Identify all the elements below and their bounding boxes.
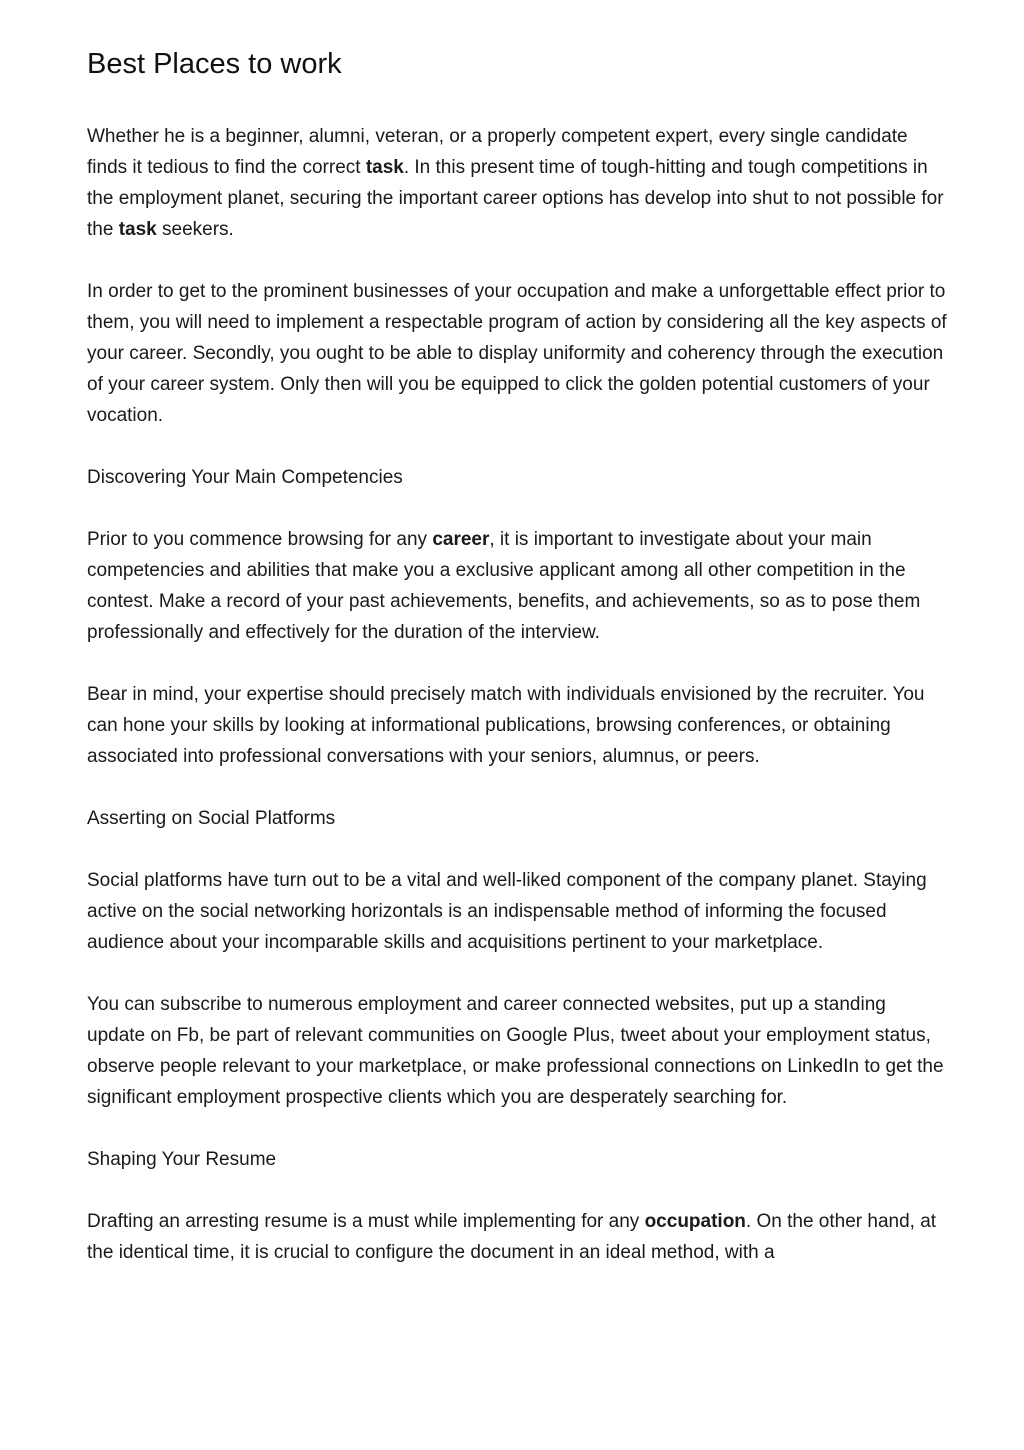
text-run: Social platforms have turn out to be a vital and well-liked component of the company planet. Staying active on the social networking horizontals is an indispensable method of informing the focused audience about your incomparable skills and acquisitions pertinent to your marketplace.	[87, 870, 927, 953]
paragraph	[87, 865, 947, 958]
text-run: . On the other hand, at the identical time, it is crucial to configure the document in an ideal method, with a	[87, 1211, 937, 1263]
bold-keyword: task	[118, 219, 157, 240]
document-body	[87, 121, 947, 1268]
bold-keyword: occupation	[644, 1211, 746, 1232]
section-heading	[87, 803, 947, 834]
paragraph	[87, 121, 947, 245]
text-run: Asserting on Social Platforms	[87, 808, 336, 829]
section-heading	[87, 462, 947, 493]
paragraph	[87, 989, 947, 1113]
bold-keyword: career	[432, 529, 490, 550]
text-run: Bear in mind, your expertise should precisely match with individuals envisioned by the recruiter. You can hone your skills by looking at informational publications, browsing conferences, or obtaining associated into professional conversations with your seniors, alumnus, or peers.	[87, 684, 925, 767]
text-run: Shaping Your Resume	[87, 1149, 277, 1170]
document-page	[87, 44, 947, 1299]
paragraph	[87, 1206, 947, 1268]
paragraph	[87, 679, 947, 772]
text-run: Discovering Your Main Competencies	[87, 467, 403, 488]
paragraph	[87, 524, 947, 648]
text-run: seekers.	[156, 219, 234, 240]
paragraph	[87, 276, 947, 431]
section-heading	[87, 1144, 947, 1175]
text-run: Prior to you commence browsing for any	[87, 529, 433, 550]
text-run: You can subscribe to numerous employment and career connected websites, put up a standing update on Fb, be part of relevant communities on Google Plus, tweet about your employment status, observe people relevant to your marketplace, or make professional connections on LinkedIn to get the significant employment prospective clients which you are desperately searching for.	[87, 994, 944, 1108]
bold-keyword: task	[365, 157, 404, 178]
text-run: . In this present time of tough-hitting and tough competitions in the employment planet, securing the important career options has develop into shut to not possible for the	[87, 157, 944, 240]
text-run: , it is important to investigate about your main competencies and abilities that make you a exclusive applicant among all other competition in the contest. Make a record of your past achievements, benefits, and achievements, so as to pose them professionally and effectively for the duration of the interview.	[87, 529, 921, 643]
text-run: Whether he is a beginner, alumni, veteran, or a properly competent expert, every single candidate finds it tedious to find the correct	[87, 126, 908, 178]
text-run: In order to get to the prominent businesses of your occupation and make a unforgettable effect prior to them, you will need to implement a respectable program of action by considering all the key aspects of your career. Secondly, you ought to be able to display uniformity and coherency through the execution of your career system. Only then will you be equipped to click the golden potential customers of your vocation.	[87, 281, 947, 426]
text-run: Drafting an arresting resume is a must while implementing for any	[87, 1211, 645, 1232]
page-title: Best Places to work	[87, 48, 342, 80]
